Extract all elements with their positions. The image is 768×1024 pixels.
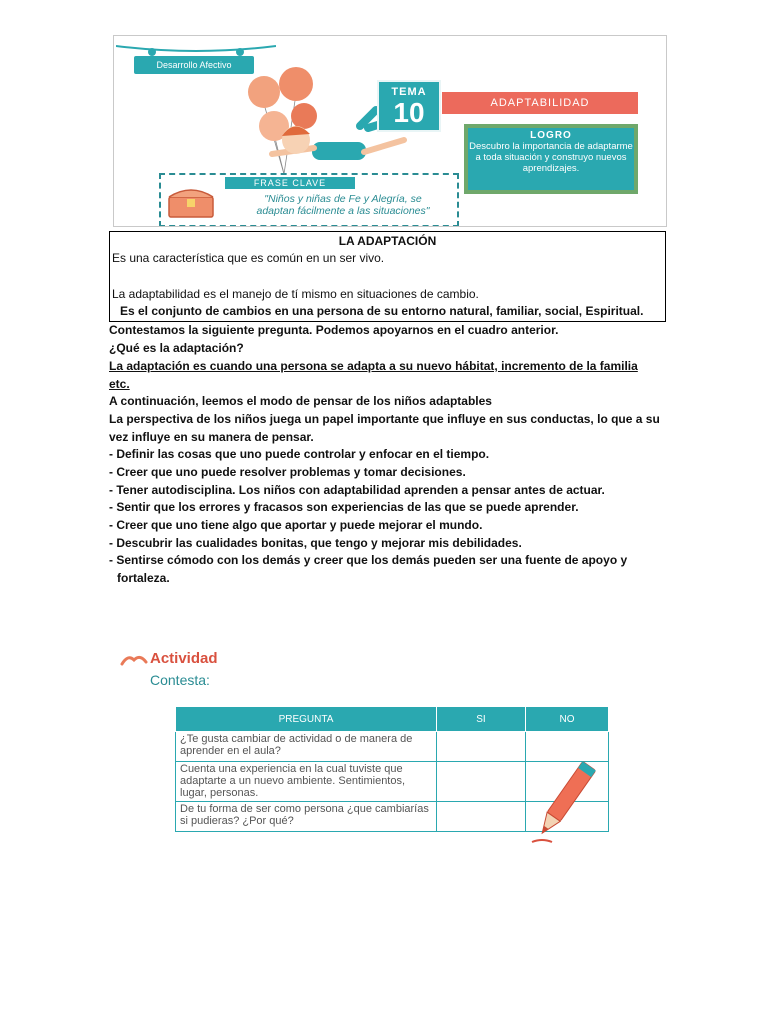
list-item: - Definir las cosas que uno puede controlar y enfocar en el tiempo. (109, 447, 490, 461)
list-item: - Sentir que los errores y fracasos son experiencias de las que se puede aprender. (109, 500, 579, 514)
frase-clave-title: FRASE CLAVE (225, 177, 355, 189)
list-item: - Creer que uno tiene algo que aportar y puede mejorar el mundo. (109, 518, 483, 532)
activity-hands-icon (120, 652, 148, 668)
treasure-chest-icon (167, 185, 215, 219)
frase-clave-text (233, 193, 453, 217)
lesson-banner (113, 35, 667, 227)
answer-si-cell[interactable] (437, 802, 526, 832)
list-item: - Creer que uno puede resolver problemas y tomar decisiones. (109, 465, 466, 479)
answer-line-2: etc. (109, 377, 130, 391)
list-item: - Descubrir las cualidades bonitas, que tengo y mejorar mis debilidades. (109, 536, 522, 550)
question-text: ¿Qué es la adaptación? (109, 341, 244, 355)
tema-number-badge (377, 80, 441, 132)
answer-line-1: La adaptación es cuando una persona se adapta a su nuevo hábitat, incremento de la familia (109, 359, 638, 373)
question-cell: De tu forma de ser como persona ¿que cambiarías si pudieras? ¿Por qué? (176, 802, 437, 832)
definition-line-2: La adaptabilidad es el manejo de tí mismo en situaciones de cambio. (112, 287, 479, 301)
intro-text: Contestamos la siguiente pregunta. Podemos apoyarnos en el cuadro anterior. (109, 323, 559, 337)
definition-box (109, 231, 666, 322)
paragraph-line-2: vez influye en su manera de pensar. (109, 430, 314, 444)
paragraph-line-1: La perspectiva de los niños juega un papel importante que influye en sus conductas, lo que a su (109, 412, 660, 426)
header-no: NO (526, 707, 609, 732)
logro-text: Descubro la importancia de adaptarme a toda situación y construyo nuevos aprendizajes. (469, 141, 633, 174)
logro-board (464, 124, 638, 194)
table-header-row (176, 707, 609, 732)
question-cell: Cuenta una experiencia en la cual tuviste que adaptarte a un nuevo ambiente. Sentimientos, lugar, personas. (176, 762, 437, 802)
header-pregunta: PREGUNTA (176, 707, 437, 732)
activity-title: Actividad (150, 650, 218, 667)
topic-ribbon: ADAPTABILIDAD (442, 92, 638, 114)
definition-title: LA ADAPTACIÓN (338, 234, 437, 248)
tema-label: TEMA (391, 86, 427, 98)
pencil-icon (528, 756, 600, 848)
section-heading: A continuación, leemos el modo de pensar de los niños adaptables (109, 394, 492, 408)
frase-line-2: adaptan fácilmente a las situaciones" (256, 205, 430, 217)
logro-title: LOGRO (530, 130, 572, 141)
section-label: Desarrollo Afectivo (134, 56, 254, 74)
list-item: - Sentirse cómodo con los demás y creer que los demás pueden ser una fuente de apoyo y (109, 553, 628, 567)
tema-number: 10 (393, 97, 425, 128)
frase-line-1: "Niños y niñas de Fe y Alegría, se (264, 193, 422, 205)
header-si: SI (437, 707, 526, 732)
answer-si-cell[interactable] (437, 732, 526, 762)
list-item-continuation: fortaleza. (117, 571, 170, 585)
definition-line-1: Es una característica que es común en un ser vivo. (112, 251, 385, 265)
activity-subtitle: Contesta: (150, 672, 210, 688)
definition-line-3: Es el conjunto de cambios en una persona de su entorno natural, familiar, social, Espiritual. (120, 304, 644, 318)
answer-si-cell[interactable] (437, 762, 526, 802)
question-cell: ¿Te gusta cambiar de actividad o de manera de aprender en el aula? (176, 732, 437, 762)
frase-clave-box (159, 173, 459, 227)
list-item: - Tener autodisciplina. Los niños con adaptabilidad aprenden a pensar antes de actuar. (109, 483, 605, 497)
